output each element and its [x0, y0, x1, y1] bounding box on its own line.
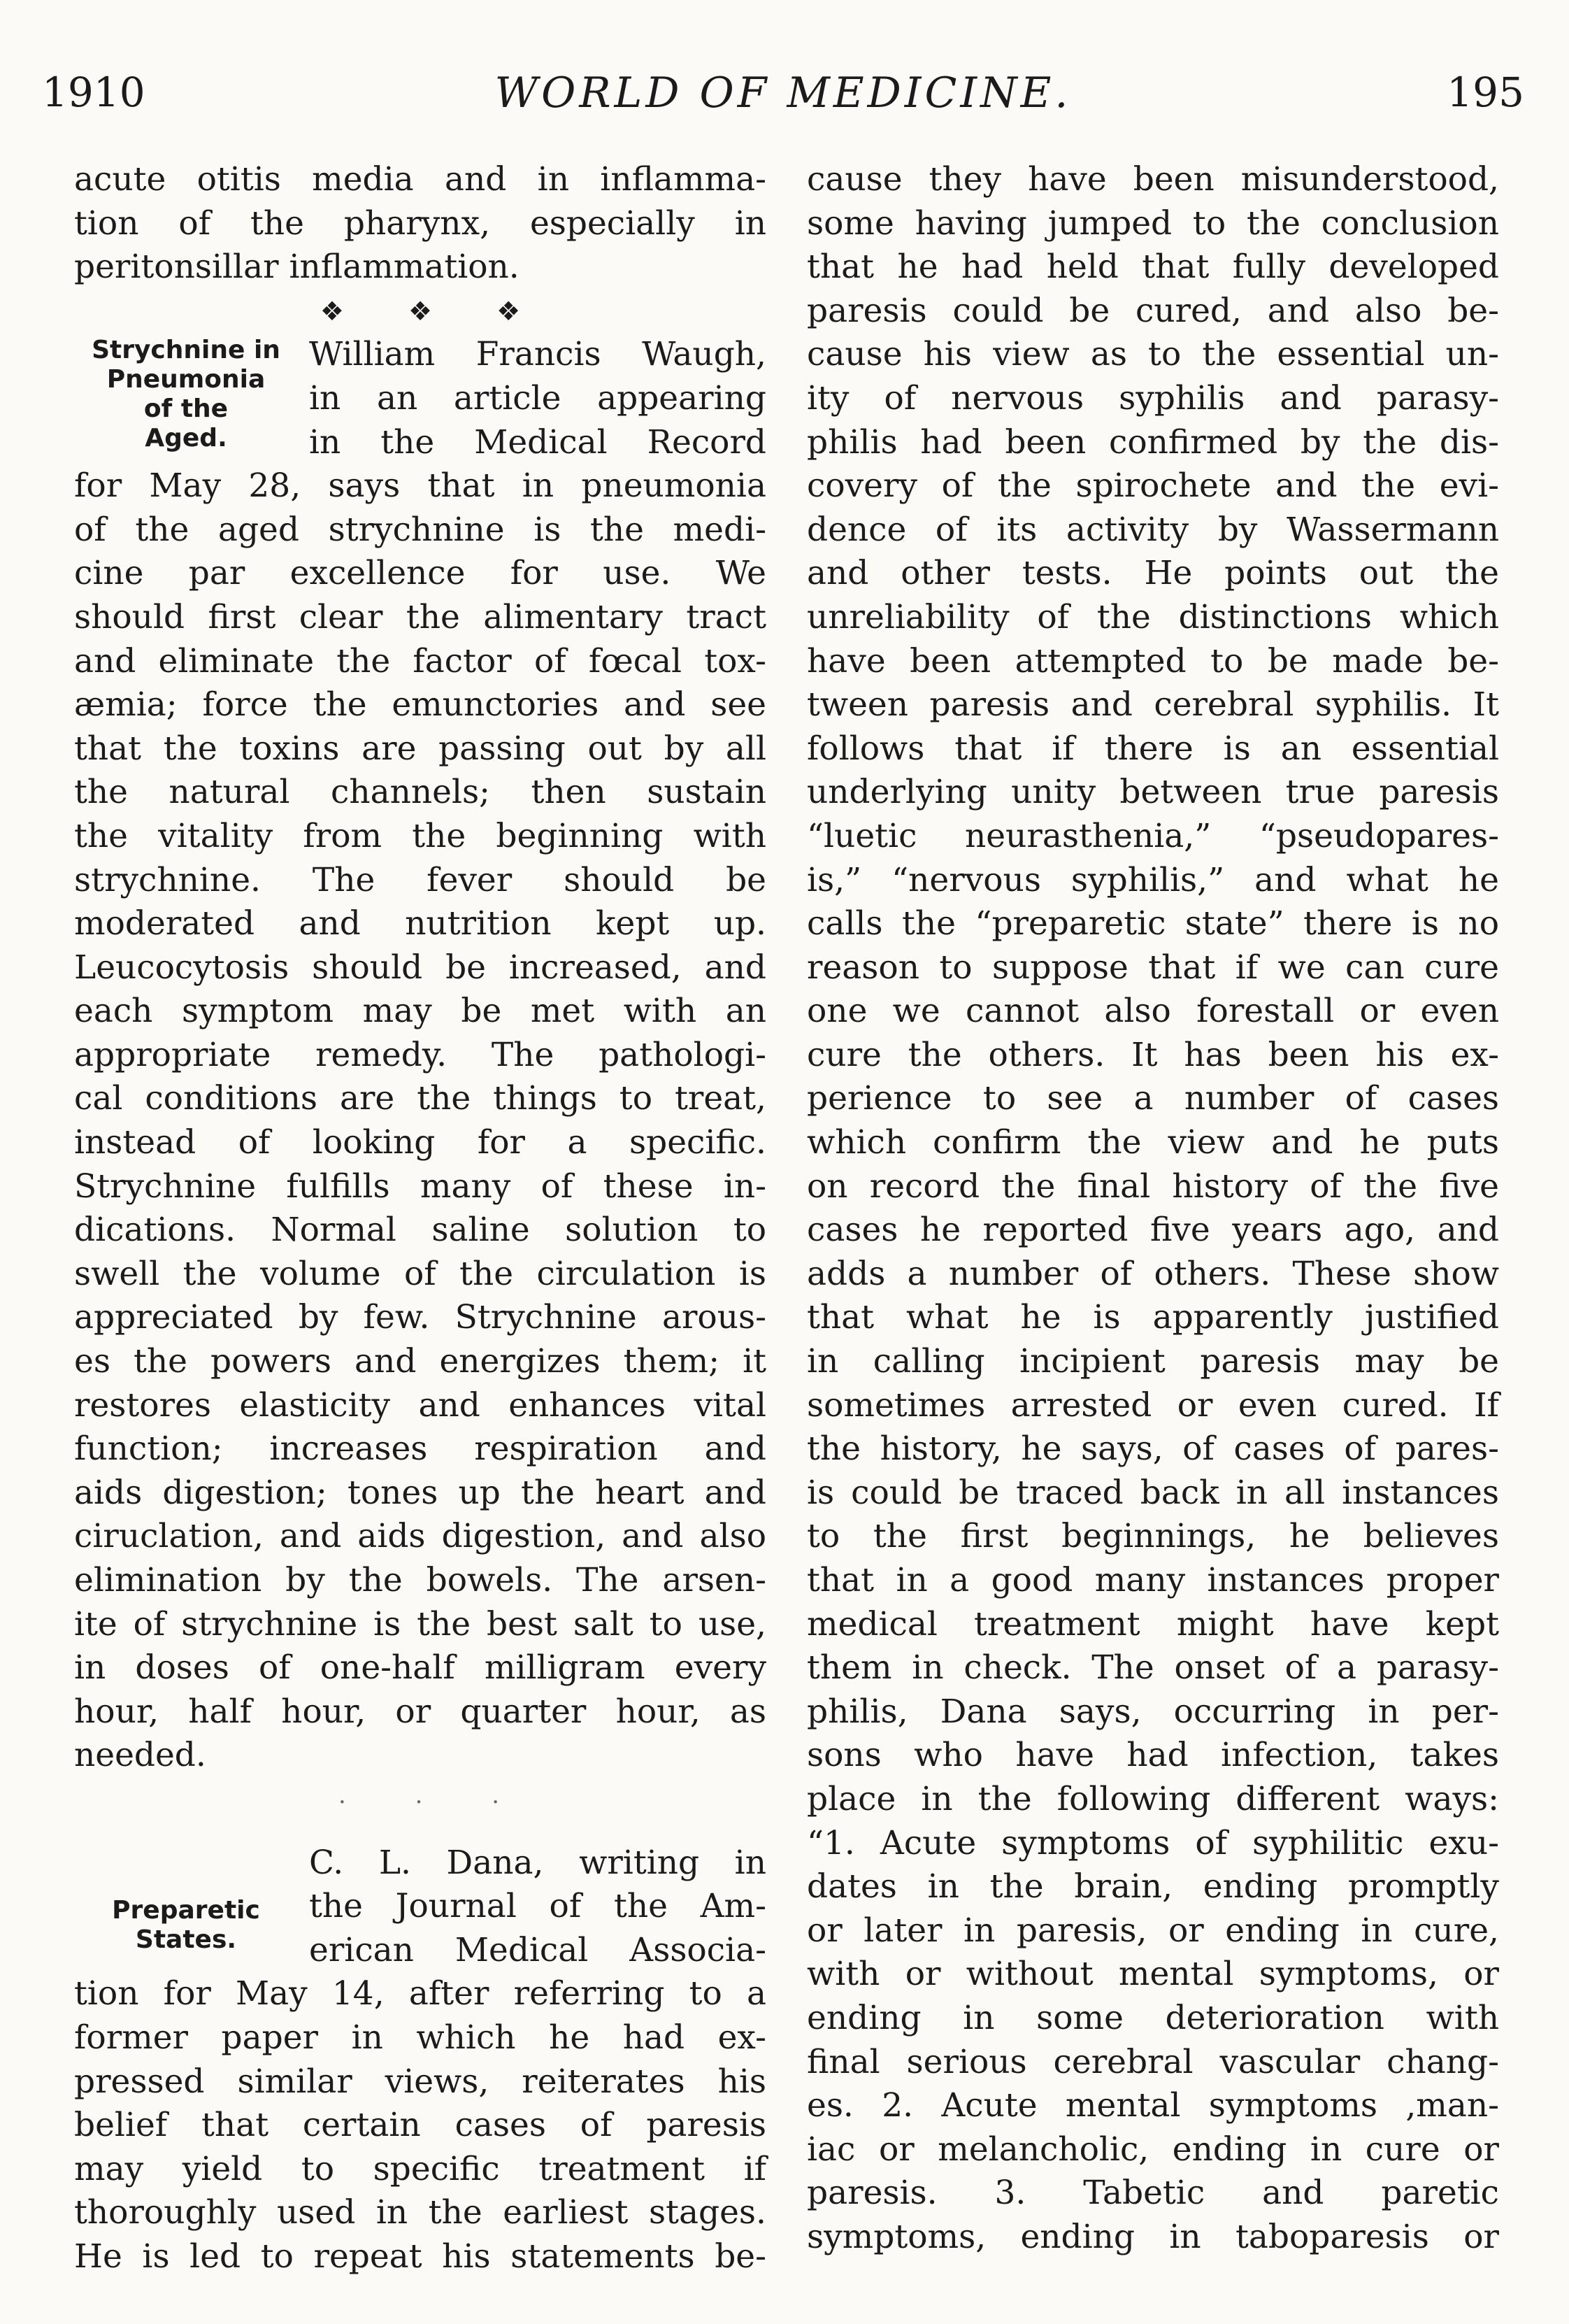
text-line: that the toxins are passing out by all: [74, 729, 766, 768]
text-line: sometimes arrested or even cured. If: [807, 1385, 1499, 1425]
text-line: the history, he says, of cases of pares-: [807, 1430, 1499, 1469]
sidenote-heading: Preparetic States.: [112, 1895, 260, 1954]
text-line: have been attempted to be made be-: [807, 641, 1499, 680]
section-ornament: ❖ ❖ ❖: [320, 295, 549, 327]
text-line: some having jumped to the conclusion: [807, 204, 1499, 243]
text-line: unreliability of the distinctions which: [807, 597, 1499, 636]
text-line: tween paresis and cerebral syphilis. It: [807, 685, 1499, 725]
sidenote-heading: Strychnine in Pneumonia of the Aged.: [92, 336, 280, 453]
text-line: appropriate remedy. The pathologi-: [74, 1035, 766, 1074]
text-line: dates in the brain, ending promptly: [807, 1867, 1499, 1906]
text-line: with or without mental symptoms, or: [807, 1955, 1499, 1994]
text-line: adds a number of others. These show: [807, 1254, 1499, 1293]
text-line: C. L. Dana, writing in: [309, 1843, 766, 1882]
text-line: philis, Dana says, occurring in per-: [807, 1692, 1499, 1731]
text-line: pressed similar views, reiterates his: [74, 2062, 766, 2101]
text-line: medical treatment might have kept: [807, 1604, 1499, 1644]
text-line: in an article appearing: [309, 378, 766, 418]
text-line: philis had been confirmed by the dis-: [807, 422, 1499, 462]
text-line: thoroughly used in the earliest stages.: [74, 2193, 766, 2232]
text-line: function; increases respiration and: [74, 1430, 766, 1469]
text-line: es the powers and energizes them; it: [74, 1342, 766, 1381]
text-line: that in a good many instances proper: [807, 1561, 1499, 1599]
section-body: [74, 1972, 766, 2279]
text-line: appreciated by few. Strychnine arous-: [74, 1298, 766, 1337]
text-line: ite of strychnine is the best salt to use,: [74, 1604, 766, 1644]
text-line: may yield to specific treatment if: [74, 2149, 766, 2188]
text-line: cine par excellence for use. We: [74, 554, 766, 593]
text-line: of the aged strychnine is the medi-: [74, 510, 766, 549]
text-line: erican Medical Associa-: [309, 1930, 766, 1969]
text-line: ending in some deterioration with: [807, 1998, 1499, 2037]
running-header: [42, 69, 1524, 131]
text-line: them in check. The onset of a parasy-: [807, 1648, 1499, 1688]
text-line: peritonsillar inflammation.: [74, 248, 520, 287]
text-line: He is led to repeat his statements be-: [74, 2237, 766, 2276]
text-line: elimination by the bowels. The arsen-: [74, 1561, 766, 1599]
text-line: swell the volume of the circulation is: [74, 1254, 766, 1293]
text-line: needed.: [74, 1736, 206, 1775]
text-line: cases he reported five years ago, and: [807, 1211, 1499, 1250]
text-line: place in the following different ways:: [807, 1779, 1499, 1818]
text-line: sons who have had infection, takes: [807, 1736, 1499, 1775]
text-line: in doses of one-half milligram every: [74, 1648, 766, 1688]
text-line: on record the final history of the five: [807, 1167, 1499, 1206]
text-line: cause they have been misunderstood,: [807, 160, 1499, 199]
text-line: dence of its activity by Wassermann: [807, 510, 1499, 549]
text-line: instead of looking for a specific.: [74, 1123, 766, 1162]
text-line: æmia; force the emunctories and see: [74, 685, 766, 725]
text-line: “1. Acute symptoms of syphilitic exu-: [807, 1823, 1499, 1862]
text-line: paresis. 3. Tabetic and paretic: [807, 2174, 1499, 2213]
text-line: dications. Normal saline solution to: [74, 1211, 766, 1250]
text-line: reason to suppose that if we can cure: [807, 948, 1499, 987]
section-body: [74, 464, 766, 1778]
text-line: cure the others. It has been his ex-: [807, 1035, 1499, 1074]
text-line: calls the “preparetic state” there is no: [807, 904, 1499, 943]
text-line: tion of the pharynx, especially in: [74, 204, 766, 243]
header-year: 1910: [42, 69, 145, 116]
text-line: es. 2. Acute mental symptoms ,man-: [807, 2086, 1499, 2125]
text-line: belief that certain cases of paresis: [74, 2106, 766, 2145]
text-line: Strychnine fulfills many of these in-: [74, 1167, 766, 1206]
text-line: perience to see a number of cases: [807, 1079, 1499, 1118]
text-line: the Journal of the Am-: [309, 1887, 766, 1926]
left-column: [74, 158, 766, 2279]
text-line: that he had held that fully developed: [807, 248, 1499, 287]
text-line: and other tests. He points out the: [807, 554, 1499, 593]
text-line: covery of the spirochete and the evi-: [807, 466, 1499, 506]
text-line: “luetic neurasthenia,” “pseudopares-: [807, 816, 1499, 855]
text-line: moderated and nutrition kept up.: [74, 904, 766, 943]
text-line: that what he is apparently justified: [807, 1298, 1499, 1337]
text-line: follows that if there is an essential: [807, 729, 1499, 768]
right-column: [807, 158, 1499, 2260]
text-line: in calling incipient paresis may be: [807, 1342, 1499, 1381]
text-line: aids digestion; tones up the heart and: [74, 1473, 766, 1512]
text-line: is,” “nervous syphilis,” and what he: [807, 860, 1499, 899]
text-line: is could be traced back in all instances: [807, 1473, 1499, 1512]
header-page-number: 195: [1447, 69, 1524, 116]
text-line: the vitality from the beginning with: [74, 816, 766, 855]
text-line: ciruclation, and aids digestion, and also: [74, 1517, 766, 1556]
text-line: to the first beginnings, he believes: [807, 1517, 1499, 1556]
text-line: or later in paresis, or ending in cure,: [807, 1911, 1499, 1950]
header-title: WORLD OF MEDICINE.: [494, 69, 1072, 117]
text-line: one we cannot also forestall or even: [807, 992, 1499, 1031]
text-line: cause his view as to the essential un-: [807, 335, 1499, 374]
text-line: which confirm the view and he puts: [807, 1123, 1499, 1162]
section-separator: · · ·: [338, 1788, 531, 1816]
text-line: acute otitis media and in inflamma-: [74, 160, 766, 199]
text-line: restores elasticity and enhances vital: [74, 1385, 766, 1425]
text-line: the natural channels; then sustain: [74, 773, 766, 812]
text-line: and eliminate the factor of fœcal tox-: [74, 641, 766, 680]
section-strychnine: [74, 333, 766, 1778]
text-line: hour, half hour, or quarter hour, as: [74, 1692, 766, 1731]
text-line: ity of nervous syphilis and parasy-: [807, 378, 1499, 418]
text-line: in the Medical Record: [309, 422, 766, 462]
section-preparetic: [74, 1841, 766, 2279]
text-line: for May 28, says that in pneumonia: [74, 466, 766, 506]
text-line: underlying unity between true paresis: [807, 773, 1499, 812]
text-line: strychnine. The fever should be: [74, 860, 766, 899]
text-line: tion for May 14, after referring to a: [74, 1974, 766, 2013]
text-line: Leucocytosis should be increased, and: [74, 948, 766, 987]
text-line: iac or melancholic, ending in cure or: [807, 2130, 1499, 2169]
text-line: should first clear the alimentary tract: [74, 597, 766, 636]
text-line: each symptom may be met with an: [74, 992, 766, 1031]
text-line: final serious cerebral vascular chang-: [807, 2042, 1499, 2081]
text-line: symptoms, ending in taboparesis or: [807, 2217, 1499, 2256]
text-line: cal conditions are the things to treat,: [74, 1079, 766, 1118]
text-line: paresis could be cured, and also be-: [807, 291, 1499, 330]
text-line: William Francis Waugh,: [309, 335, 766, 374]
text-line: former paper in which he had ex-: [74, 2018, 766, 2057]
